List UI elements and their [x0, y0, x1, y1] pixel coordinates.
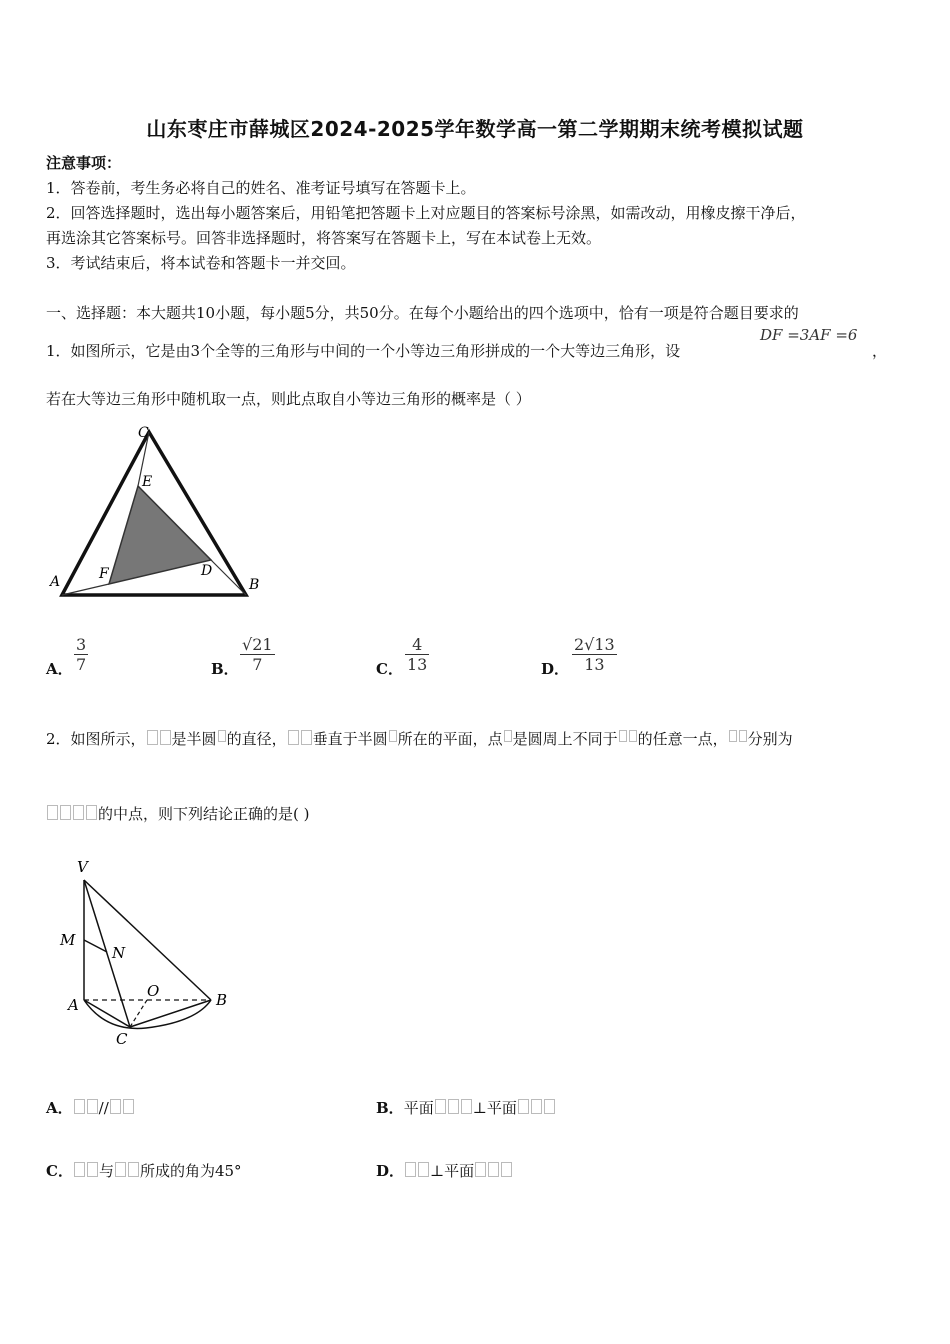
q1-option-D-fraction: $\frac{2√13}{13}$ [574, 635, 615, 674]
q1-option-B-fraction: $\frac{√21}{7}$ [242, 635, 273, 674]
q1-option-A-fraction: $\frac{3}{7}$ [76, 635, 87, 674]
q1-triangle-figure [46, 420, 276, 605]
q1-stem-line2: 若在大等边三角形中随机取一点，则此点取自小等边三角形的概率是（ ） [46, 390, 531, 408]
label-A: A [68, 996, 79, 1014]
label-C: C [116, 1030, 128, 1048]
q2-stem-line1: 2．如图所示， 是半圆 的直径， 垂直于半圆 所在的平面，点 是圆周上不同于 的任意一点， 分别为 [46, 730, 793, 748]
q1-option-A-label[interactable]: A． [46, 660, 73, 678]
q2-option-D[interactable]: D． ⊥平面 [376, 1160, 513, 1181]
label-O: O [147, 982, 160, 1000]
q2-option-B[interactable]: B．平面 ⊥平面 [376, 1097, 556, 1118]
notice-item: 2．回答选择题时，选出每小题答案后，用铅笔把答题卡上对应题目的答案标号涂黑，如需改动，用橡皮擦干净后， [46, 204, 806, 222]
q1-option-D-label[interactable]: D． [541, 660, 570, 678]
q1-option-C-label[interactable]: C． [376, 660, 403, 678]
q1-option-C-fraction: $\frac{4}{13}$ [407, 635, 428, 674]
q1-stem-line1: 1．如图所示，它是由3个全等的三角形与中间的一个小等边三角形拼成的一个大等边三角形，设 [46, 342, 681, 360]
label-M: M [60, 931, 76, 949]
q2-option-A[interactable]: A． // [46, 1097, 135, 1118]
section-heading: 一、选择题：本大题共10小题，每小题5分，共50分。在每个小题给出的四个选项中，恰有一项是符合题目要求的 [46, 304, 799, 322]
label-B: B [249, 577, 260, 593]
label-A: A [50, 574, 61, 590]
notice-item: 再选涂其它答案标号。回答非选择题时，将答案写在答题卡上，写在本试卷上无效。 [46, 229, 602, 247]
label-B: B [216, 991, 228, 1009]
notice-heading: 注意事项： [46, 154, 122, 172]
q1-condition: DF =3AF =6 [760, 326, 858, 344]
inner-triangle [109, 486, 211, 584]
label-D: D [201, 563, 213, 579]
exam-title: 山东枣庄市薛城区2024-2025学年数学高一第二学期期末统考模拟试题 [146, 117, 804, 141]
q1-option-B-label[interactable]: B． [211, 660, 239, 678]
label-F: F [99, 566, 109, 582]
q2-stem-line2: 的中点，则下列结论正确的是( ) [46, 803, 309, 824]
notice-item: 1．答卷前，考生务必将自己的姓名、准考证号填写在答题卡上。 [46, 179, 476, 197]
label-N: N [112, 944, 126, 962]
q2-pyramid-figure [46, 850, 246, 1050]
q1-comma: ， [872, 342, 888, 360]
notice-item: 3．考试结束后，将本试卷和答题卡一并交回。 [46, 254, 356, 272]
label-C: C [138, 425, 149, 441]
label-E: E [142, 474, 153, 490]
label-V: V [77, 858, 88, 876]
q2-option-C[interactable]: C． 与 所成的角为45° [46, 1162, 242, 1180]
